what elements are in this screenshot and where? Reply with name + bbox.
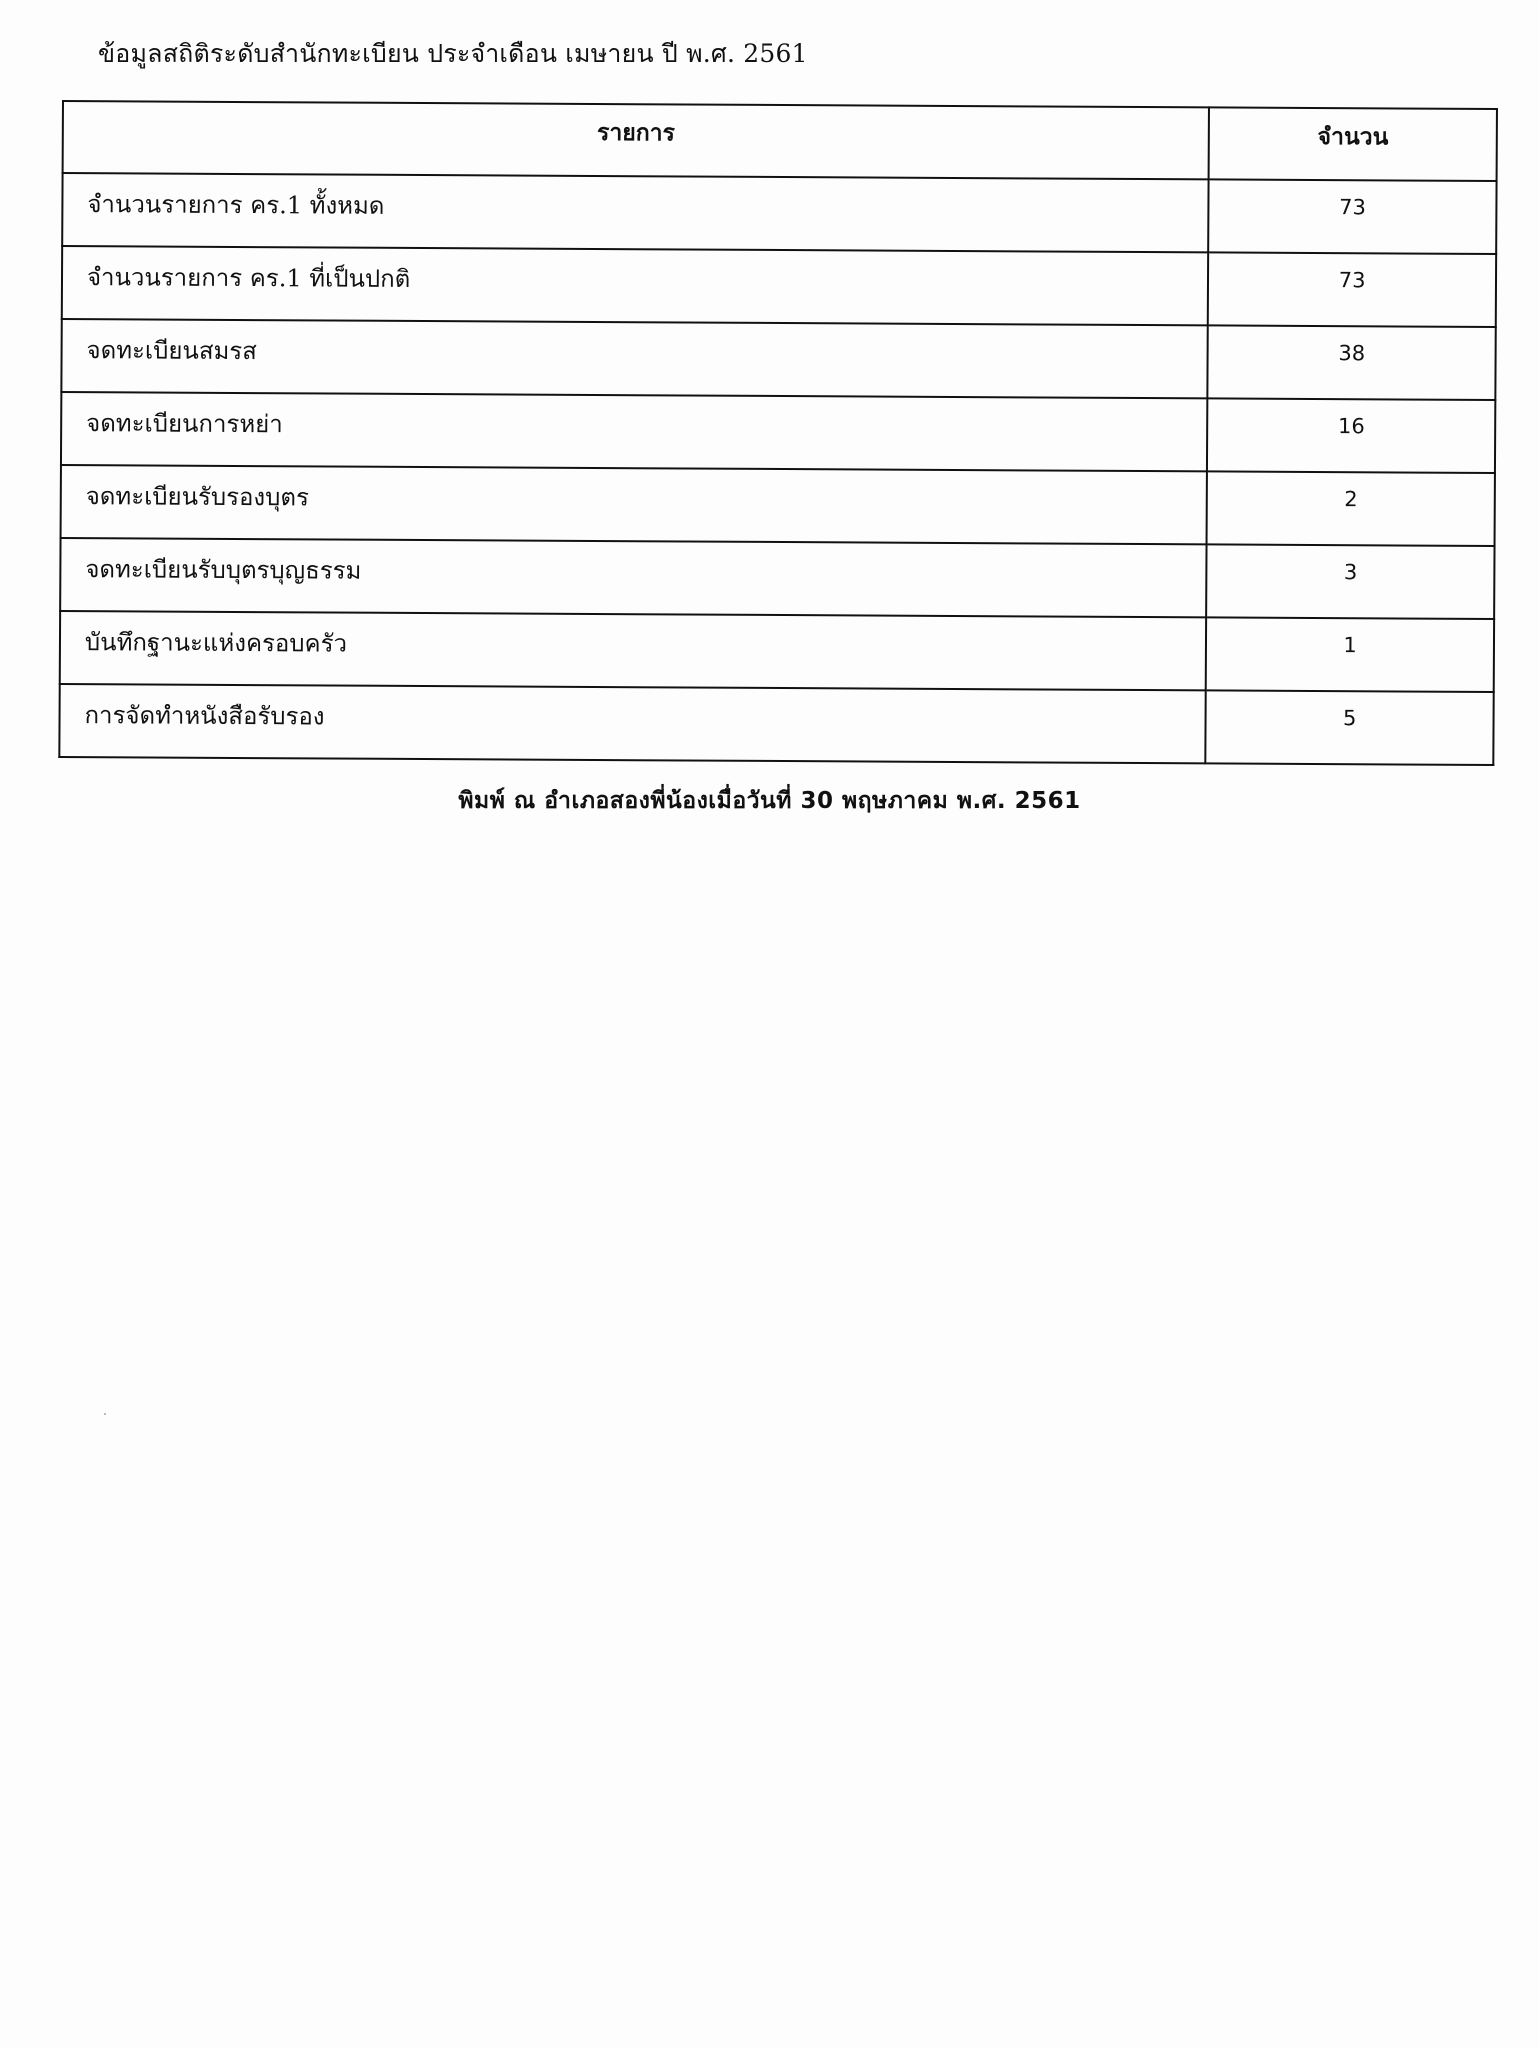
table-row xyxy=(61,465,1495,546)
row-item-cell xyxy=(61,392,1208,471)
row-item-label: จำนวนรายการ คร.1 ทั้งหมด xyxy=(87,190,385,220)
row-item-cell xyxy=(62,246,1209,325)
scan-speck xyxy=(104,1413,106,1415)
row-count-value: 3 xyxy=(1343,560,1358,585)
row-item-label: การจัดทำหนังสือรับรอง xyxy=(84,701,325,731)
table-row xyxy=(62,246,1496,327)
row-count-value: 16 xyxy=(1337,414,1365,439)
row-count-cell xyxy=(1209,179,1497,254)
row-item-label: บันทึกฐานะแห่งครอบครัว xyxy=(84,628,348,658)
row-count-value: 73 xyxy=(1339,195,1367,220)
row-count-cell xyxy=(1206,617,1494,692)
header-item: รายการ xyxy=(63,101,1210,179)
table-row xyxy=(60,611,1494,692)
row-item-label: จำนวนรายการ คร.1 ที่เป็นปกติ xyxy=(86,263,411,293)
statistics-table xyxy=(58,100,1498,766)
row-item-cell xyxy=(60,538,1207,617)
row-count-value: 1 xyxy=(1343,633,1357,658)
row-item-cell xyxy=(61,465,1208,544)
header-count: จำนวน xyxy=(1209,107,1497,181)
row-count-value: 2 xyxy=(1344,487,1358,512)
row-count-value: 38 xyxy=(1338,341,1366,366)
row-item-cell xyxy=(60,611,1207,690)
row-item-cell xyxy=(59,684,1206,763)
row-item-label: จดทะเบียนรับบุตรบุญธรรม xyxy=(85,555,362,585)
row-count-cell xyxy=(1206,690,1494,765)
row-item-label: จดทะเบียนการหย่า xyxy=(86,409,283,439)
document-title: ข้อมูลสถิติระดับสำนักทะเบียน ประจำเดือน เมษายน ปี พ.ศ. 2561 xyxy=(98,39,808,68)
row-count-cell xyxy=(1207,398,1495,473)
row-item-cell xyxy=(62,173,1209,252)
row-count-cell xyxy=(1206,544,1494,619)
print-location-date-note: พิมพ์ ณ อำเภอสองพี่น้องเมื่อวันที่ 30 พฤษภาคม พ.ศ. 2561 xyxy=(458,788,1081,814)
row-count-cell xyxy=(1208,325,1496,400)
row-item-cell xyxy=(61,319,1208,398)
row-item-label: จดทะเบียนสมรส xyxy=(86,336,257,366)
row-count-cell xyxy=(1208,252,1496,327)
table-header-row xyxy=(63,101,1497,181)
table-row xyxy=(61,392,1495,473)
table-row xyxy=(60,538,1494,619)
table-row xyxy=(59,684,1493,765)
table-row xyxy=(62,173,1496,254)
table-row xyxy=(61,319,1495,400)
row-item-label: จดทะเบียนรับรองบุตร xyxy=(85,482,309,512)
row-count-cell xyxy=(1207,471,1495,546)
row-count-value: 5 xyxy=(1342,706,1357,731)
row-count-value: 73 xyxy=(1338,268,1366,293)
